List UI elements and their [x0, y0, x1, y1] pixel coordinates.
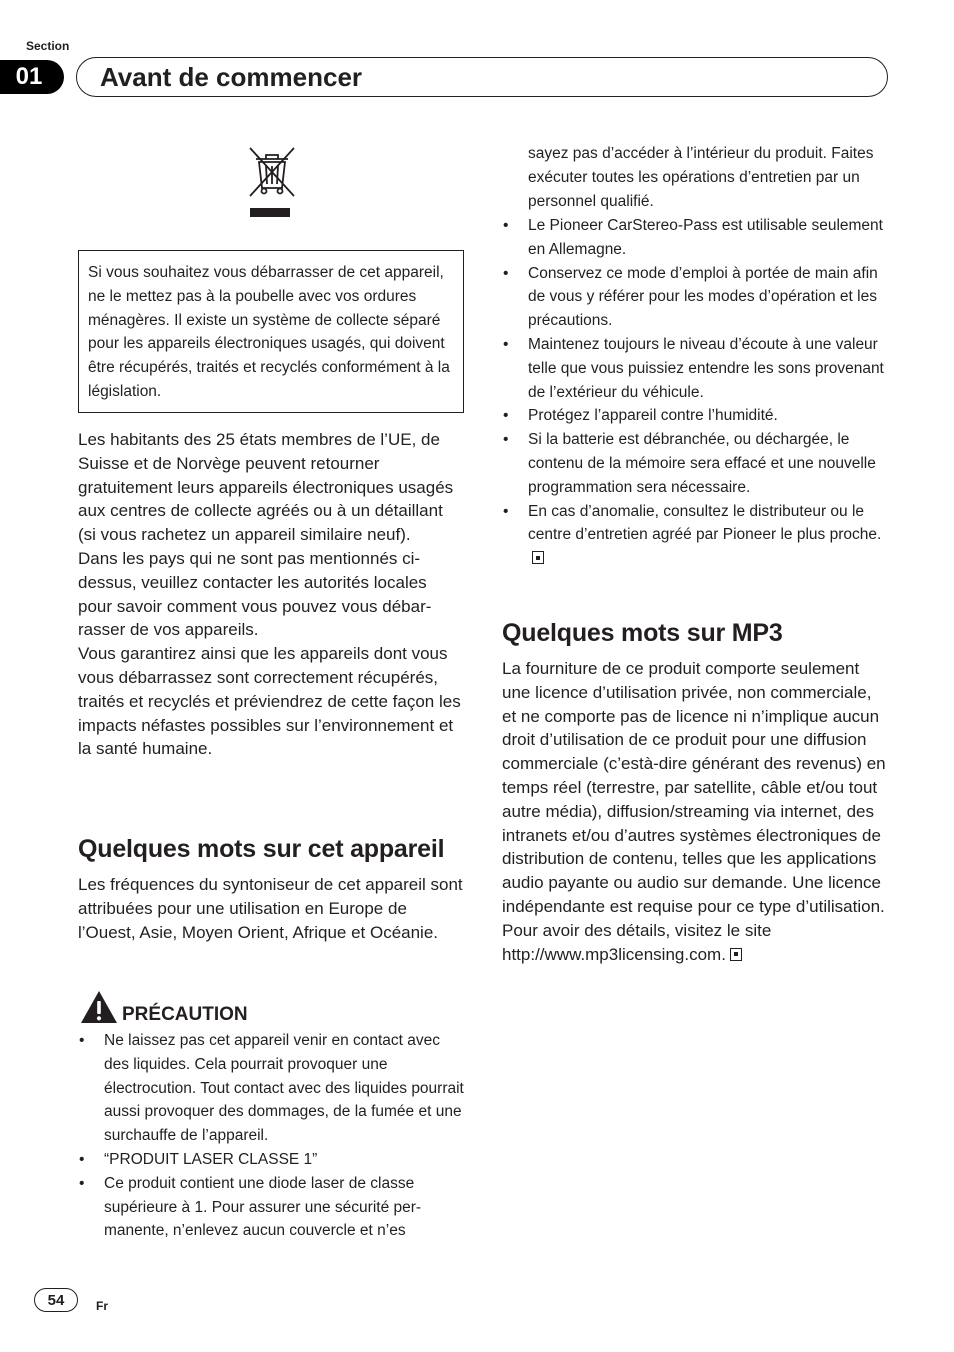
mp3-text [502, 657, 890, 966]
device-paragraph: Les fréquences du syntoniseur de cet appareil sont attribuées pour une utilisation en Europe de l’Ouest, Asie, Moyen Orient, Afrique et Océanie. [78, 875, 463, 942]
caution-continuation: sayez pas d’accéder à l’intérieur du produit. Faites exécuter toutes les opérations d’entretien par un personnel qualifié. [528, 145, 874, 210]
heading-mp3: Quelques mots sur MP3 [502, 619, 783, 647]
caution-item: • Le Pioneer CarStereo-Pass est utilisable seulement en Allemagne. [502, 214, 890, 262]
caution-item: • “PRODUIT LASER CLASSE 1” [78, 1148, 464, 1172]
caution-item-text: En cas d’anomalie, consultez le distributeur ou le centre d’entretien agréé par Pioneer le plus proche. [528, 502, 882, 544]
caution-list-right [502, 214, 890, 571]
caution-item: • Protégez l’appareil contre l’humidité. [502, 404, 890, 428]
recycling-text [78, 428, 464, 761]
section-label: Section [26, 39, 70, 53]
heading-device: Quelques mots sur cet appareil [78, 835, 445, 863]
recycling-paragraph: Vous garantirez ainsi que les appareils dont vous vous débarrassez sont correctement récupérés, traités et recyclés et préviendrez de cette façon les impacts néfastes possibles sur l’environnement et la santé humaine. [78, 644, 461, 759]
section-number-badge: 01 [0, 60, 64, 94]
caution-item [502, 500, 890, 571]
caution-item: • Ne laissez pas cet appareil venir en contact avec des liquides. Cela pourrait provoquer une électrocution. Tout contact avec des liquides pourrait aussi provoquer des dommages, de la fumée et une surchauffe de l’appareil. [78, 1029, 464, 1148]
caution-list [78, 1029, 464, 1243]
caution-item: • Conservez ce mode d’emploi à portée de main afin de vous y référer pour les modes d’opération et les précautions. [502, 262, 890, 333]
mp3-paragraph: La fourniture de ce produit comporte seulement une licence d’utilisation privée, non commerciale, et ne comporte pas de licence ni n’implique aucun droit d’utilisation de ce produit pour une diffusion commerciale (c’està-dire générant des revenus) en temps réel (terrestre, par satellite, câble et/ou tout autre média), diffusion/streaming via internet, des intranets et/ou d’autres systèmes électroniques de distribution de contenu, telles que les applications audio payante ou audio sur demande. Une licence indépendante est requise pour ce type d’utilisation. Pour avoir des détails, visitez le site [502, 659, 886, 940]
warning-icon [80, 990, 118, 1024]
crossed-bin-icon [244, 144, 300, 220]
language-label: Fr [96, 1299, 108, 1313]
page-number: 54 [34, 1288, 78, 1312]
caution-item: • Ce produit contient une diode laser de classe supérieure à 1. Pour assurer une sécurité permanente, n’enlevez aucun couvercle et n’es [78, 1172, 464, 1243]
recycling-paragraph: Dans les pays qui ne sont pas mentionnés cidessus, veuillez contacter les autorités locales pour savoir comment vous pouvez vous débarrasser de vos appareils. [78, 548, 432, 640]
disposal-notice-box: Si vous souhaitez vous débarrasser de cet appareil, ne le mettez pas à la poubelle avec vos ordures ménagères. Il existe un système de collecte séparé pour les appareils électroniques usagés, qui doivent être récupérés, traités et recyclés conformément à la législation. [78, 250, 464, 413]
page-title: Avant de commencer [100, 62, 363, 92]
recycling-paragraph: Les habitants des 25 états membres de l’UE, de Suisse et de Norvège peuvent retourner gratuitement leurs appareils électroniques usagés aux centres de collecte agréés ou à un détaillant (si vous rachetez un appareil similaire neuf). [78, 430, 454, 545]
caution-title: PRÉCAUTION [122, 1004, 248, 1025]
caution-item: • Si la batterie est débranchée, ou déchargée, le contenu de la mémoire sera effacé et une nouvelle programmation sera nécessaire. [502, 428, 890, 499]
end-mark-icon [532, 551, 544, 564]
caution-item: • Maintenez toujours le niveau d’écoute à une valeur telle que vous puissiez entendre les sons provenant de l’extérieur du véhicule. [502, 333, 890, 404]
end-mark-icon [730, 948, 742, 961]
mp3-license-link[interactable]: http://www.mp3licensing.com. [502, 944, 726, 964]
